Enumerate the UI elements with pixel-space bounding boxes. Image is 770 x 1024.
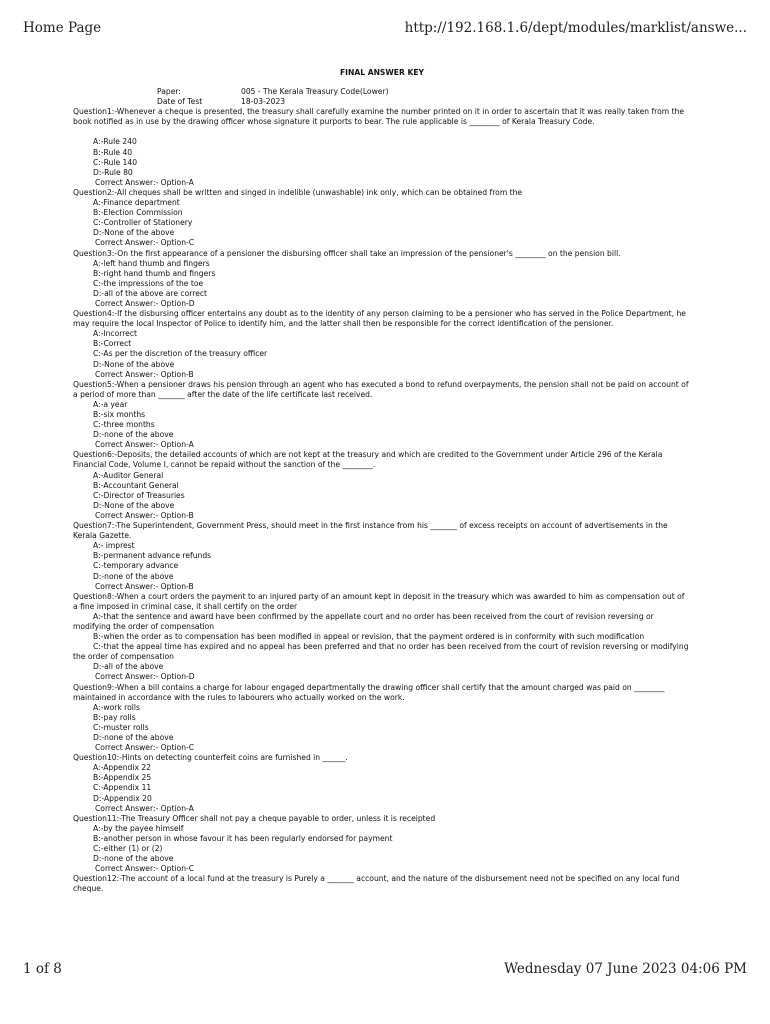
question-block — [73, 521, 691, 592]
option-item: B:-Election Commission — [93, 208, 183, 218]
question-block — [73, 874, 691, 894]
option-item: A:-Incorrect — [93, 329, 138, 339]
option-item: A:-Finance department — [93, 198, 180, 208]
question-text: Question8:-When a court orders the payment to an injured party of an amount kept in deposit in the treasury which was awarded to him as compensation out of a fine imposed in criminal case, it shall certify on the order — [73, 591, 685, 611]
footer-page-number: 1 of 8 — [23, 961, 62, 977]
option-item: D:-None of the above — [93, 500, 175, 510]
question-text: Question1:-Whenever a cheque is presented, the treasury shall carefully examine the number printed on it in order to ascertain that it was really taken from the book notified as in use by the drawing officer whose signature it purports to bear. The rule applicable is ________ of Kerala Treasury Code. — [73, 107, 685, 127]
option-item: C:-that the appeal time has expired and no appeal has been preferred and that no order has been received from the court of revision reversing or modifying the order of compensation — [73, 642, 689, 662]
correct-answer: Correct Answer:- Option-D — [95, 298, 195, 308]
paper-label: Paper: — [157, 87, 181, 97]
question-list — [73, 107, 691, 894]
option-item: A:-work rolls — [93, 702, 140, 712]
option-item: D:-none of the above — [93, 571, 174, 581]
question-block — [73, 107, 691, 188]
option-item: C:-Director of Treasuries — [93, 490, 185, 500]
option-list — [93, 198, 691, 238]
option-item: B:-Accountant General — [93, 480, 179, 490]
question-block — [73, 814, 691, 875]
correct-answer: Correct Answer:- Option-B — [95, 581, 194, 591]
option-item: A:-Appendix 22 — [93, 763, 152, 773]
option-item: A:-that the sentence and award have been confirmed by the appellate court and no order has been received from the court of revision reversing or modifying the order of compensation — [73, 611, 654, 631]
option-item: C:-temporary advance — [93, 561, 179, 571]
option-item: D:-Appendix 20 — [93, 793, 152, 803]
option-list — [93, 137, 691, 177]
option-item: B:-Appendix 25 — [93, 773, 152, 783]
option-item: A:-left hand thumb and fingers — [93, 258, 210, 268]
correct-answer: Correct Answer:- Option-D — [95, 672, 195, 682]
option-item: C:-the impressions of the toe — [93, 278, 204, 288]
question-text: Question3:-On the first appearance of a pensioner the disbursing officer shall take an impression of the pensioner's ________ on the pension bill. — [73, 248, 621, 258]
question-block — [73, 309, 691, 380]
option-item: C:-either (1) or (2) — [93, 844, 163, 854]
option-item: D:-None of the above — [93, 359, 175, 369]
option-item: A:-Rule 240 — [93, 137, 137, 147]
option-item: B:-Correct — [93, 339, 132, 349]
option-item: C:-muster rolls — [93, 722, 149, 732]
question-block — [73, 450, 691, 521]
option-item: A:-Auditor General — [93, 470, 164, 480]
correct-answer: Correct Answer:- Option-A — [95, 440, 194, 450]
header-home-page: Home Page — [23, 20, 102, 36]
option-item: A:-a year — [93, 399, 128, 409]
date-label: Date of Test — [157, 97, 203, 107]
document-title: FINAL ANSWER KEY — [339, 68, 425, 77]
option-item: D:-none of the above — [93, 854, 174, 864]
paper-value: 005 - The Kerala Treasury Code(Lower) — [241, 87, 389, 97]
date-value: 18-03-2023 — [241, 97, 286, 107]
question-text: Question6:-Deposits, the detailed accounts of which are not kept at the treasury and which are credited to the Government under Article 296 of the Kerala Financial Code, Volume I, cannot be repaid without the sanction of the ________. — [73, 450, 663, 470]
option-item: B:-when the order as to compensation has been modified in appeal or revision, that the payment ordered is in conformity with such modification — [93, 632, 645, 642]
option-list — [93, 400, 691, 440]
correct-answer: Correct Answer:- Option-C — [95, 238, 195, 248]
question-block — [73, 683, 691, 754]
question-block — [73, 380, 691, 451]
option-item: A:-by the payee himself — [93, 823, 184, 833]
option-list — [93, 703, 691, 743]
option-item: B:-pay rolls — [93, 712, 136, 722]
correct-answer: Correct Answer:- Option-C — [95, 743, 195, 753]
option-list — [73, 611, 691, 673]
option-item: B:-permanent advance refunds — [93, 551, 212, 561]
question-text: Question11:-The Treasury Officer shall not pay a cheque payable to order, unless it is receipted — [73, 813, 436, 823]
question-text: Question2:-All cheques shall be written and singed in indelible (unwashable) ink only, which can be obtained from the — [73, 187, 523, 197]
paper-row — [157, 87, 691, 97]
question-text: Question12:-The account of a local fund at the treasury is Purely a _______ account, and the nature of the disbursement need not be specified on any local fund cheque. — [73, 874, 680, 894]
paper-meta — [157, 87, 691, 107]
question-block — [73, 188, 691, 249]
correct-answer: Correct Answer:- Option-B — [95, 510, 194, 520]
option-item: C:-Rule 140 — [93, 157, 138, 167]
question-text: Question7:-The Superintendent, Government Press, should meet in the first instance from his _______ of excess receipts on account of advertisements in the Kerala Gazette. — [73, 521, 668, 541]
option-item: D:-none of the above — [93, 733, 174, 742]
correct-answer: Correct Answer:- Option-B — [95, 369, 194, 379]
question-text: Question9:-When a bill contains a charge for labour engaged departmentally the drawing officer shall certify that the amount charged was paid on ________ maintained in accordance with the rules to labourers who actually worked on the work. — [73, 682, 665, 702]
header-url: http://192.168.1.6/dept/modules/marklist/answe... — [404, 20, 747, 36]
option-item: D:-Rule 80 — [93, 167, 133, 177]
question-text: Question10:-Hints on detecting counterfeit coins are furnished in ______. — [73, 753, 348, 763]
option-item: C:-Appendix 11 — [93, 783, 152, 793]
correct-answer: Correct Answer:- Option-A — [95, 177, 194, 187]
option-item: C:-As per the discretion of the treasury officer — [93, 349, 268, 359]
option-item: B:-six months — [93, 410, 146, 419]
option-item: B:-Rule 40 — [93, 147, 133, 157]
option-list — [93, 541, 691, 581]
option-item: B:-another person in whose favour it has been regularly endorsed for payment — [93, 833, 393, 843]
question-block — [73, 753, 691, 814]
question-block — [73, 592, 691, 683]
option-item: C:-Controller of Stationery — [93, 218, 193, 228]
option-item: C:-three months — [93, 420, 155, 430]
option-item: D:-all of the above are correct — [93, 288, 208, 298]
question-block — [73, 249, 691, 310]
option-item: D:-none of the above — [93, 430, 174, 440]
option-list — [93, 763, 691, 803]
option-item: D:-None of the above — [93, 228, 175, 238]
option-item: D:-all of the above — [93, 662, 164, 672]
date-row — [157, 97, 691, 107]
option-item: B:-right hand thumb and fingers — [93, 268, 216, 278]
option-list — [93, 259, 691, 299]
correct-answer: Correct Answer:- Option-C — [95, 864, 195, 874]
option-list — [93, 329, 691, 369]
answer-key-document — [73, 68, 691, 895]
option-item: A:- imprest — [93, 541, 135, 551]
correct-answer: Correct Answer:- Option-A — [95, 803, 194, 813]
footer-datetime: Wednesday 07 June 2023 04:06 PM — [504, 961, 747, 977]
option-list — [93, 824, 691, 864]
question-text: Question5:-When a pensioner draws his pension through an agent who has executed a bond to refund overpayments, the pension shall not be paid on account of a period of more than _______ after the date of the life certificate last received. — [73, 379, 689, 399]
option-list — [93, 471, 691, 511]
question-text: Question4:-If the disbursing officer entertains any doubt as to the identity of any person claiming to be a pensioner who has served in the Police Department, he may require the local Inspector of Police to identify him, and the latter shall then be responsible for the correct identification of the pensioner. — [73, 309, 686, 329]
